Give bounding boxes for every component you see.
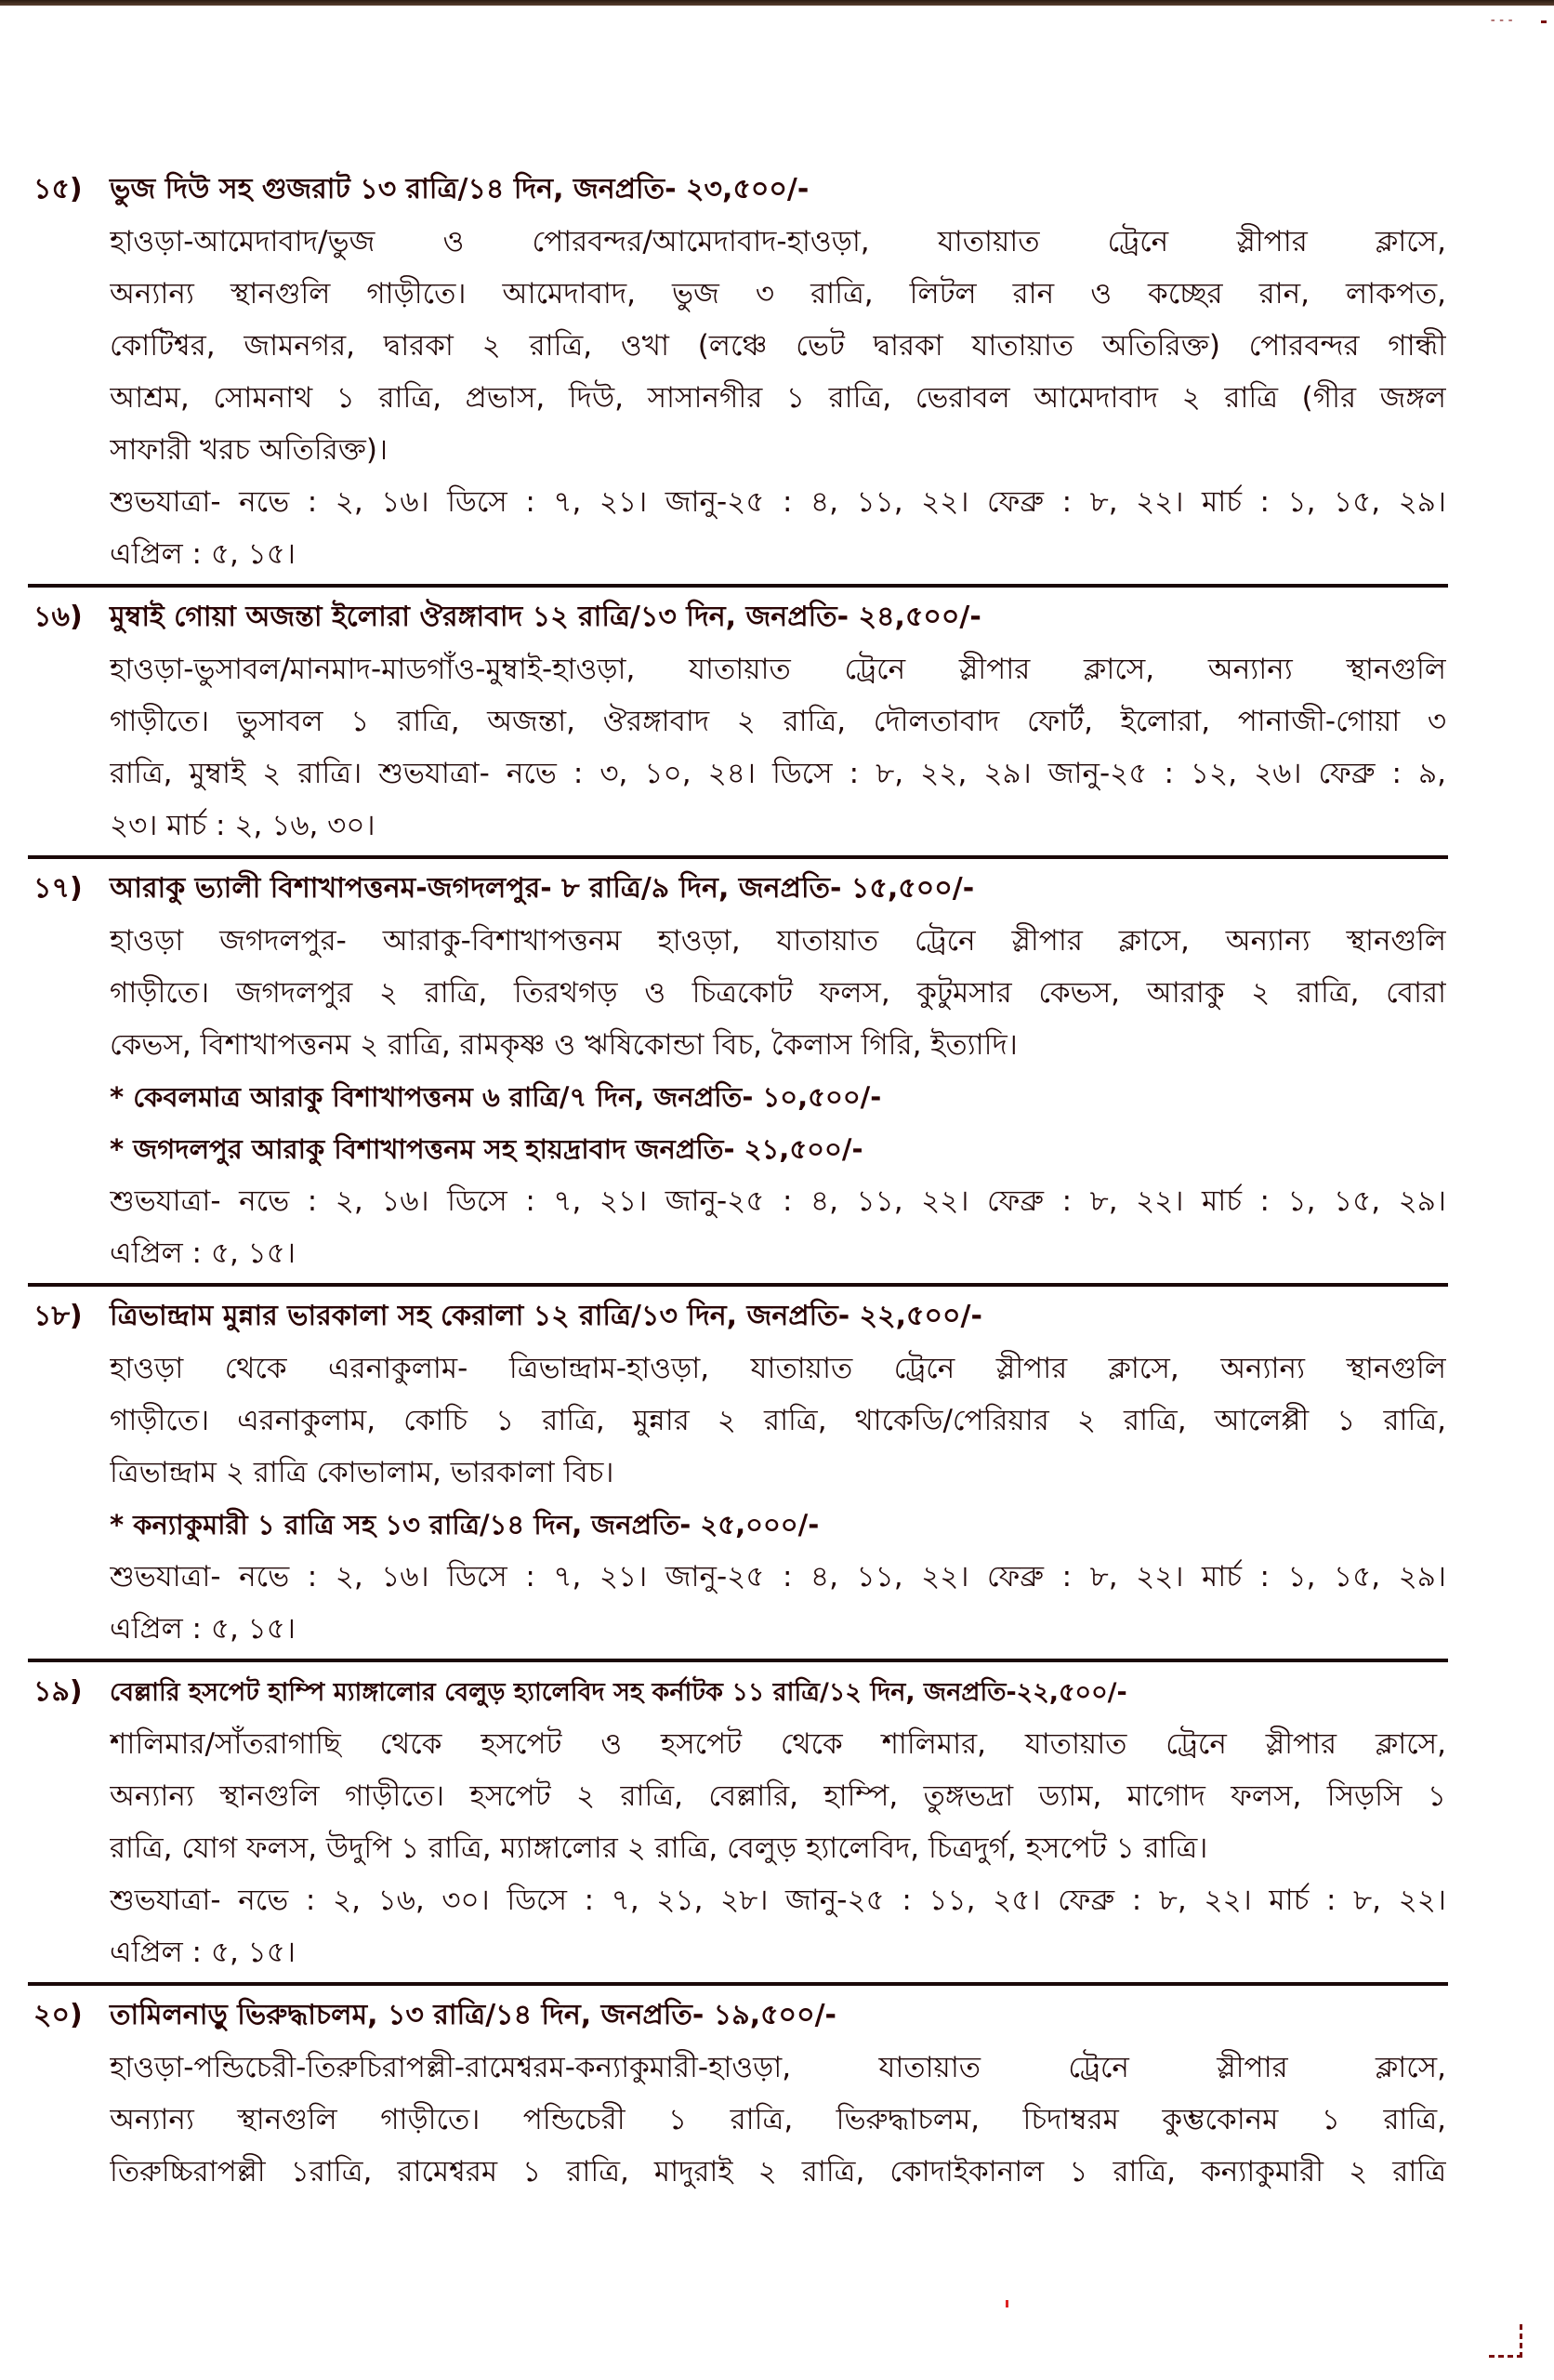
corner-mark-text: --- <box>1489 13 1516 28</box>
description-line: হাওড়া-পন্ডিচেরী-তিরুচিরাপল্লী-রামেশ্বরম-কন্যাকুমারী-হাওড়া, যাতায়াত ট্রেনে স্লীপার ক্লাসে, <box>110 2051 1446 2084</box>
tour-heading <box>33 1666 1446 1718</box>
scan-top-edge <box>0 0 1554 6</box>
tour-number: ১৮) <box>33 1300 83 1332</box>
tour-heading <box>33 164 1446 216</box>
tour-section-16 <box>33 591 1446 852</box>
departure-dates-cont: এপ্রিল : ৫, ১৫। <box>110 1236 296 1270</box>
package-option: * কেবলমাত্র আরাকু বিশাখাপত্তনম ৬ রাত্রি/৭ দিন, জনপ্রতি- ১০,৫০০/- <box>110 1081 882 1113</box>
section-divider <box>28 584 1448 588</box>
tour-heading <box>33 863 1446 915</box>
description-line: অন্যান্য স্থানগুলি গাড়ীতে। পন্ডিচেরী ১ রাত্রি, ভিরুদ্ধাচলম, চিদাম্বরম কুম্ভকোনম ১ রাত্রি, <box>110 2103 1446 2136</box>
tour-description <box>33 1342 1446 1655</box>
description-line: কোটিশ্বর, জামনগর, দ্বারকা ২ রাত্রি, ওখা (লঞ্চে ভেট দ্বারকা যাতায়াত অতিরিক্ত) পোরবন্দর গান্ধী <box>110 329 1446 363</box>
departure-dates: শুভযাত্রা- নভে : ২, ১৬। ডিসে : ৭, ২১। জানু-২৫ : ৪, ১১, ২২। ফেব্রু : ৮, ২২। মার্চ : ১, ১৫, ২৯। <box>110 1560 1446 1593</box>
description-line: তিরুচ্চিরাপল্লী ১রাত্রি, রামেশ্বরম ১ রাত্রি, মাদুরাই ২ রাত্রি, কোদাইকানাল ১ রাত্রি, কন্যাকুমারী ২ রাত্রি <box>110 2155 1446 2188</box>
tour-title: মুম্বাই গোয়া অজন্তা ইলোরা ঔরঙ্গাবাদ ১২ রাত্রি/১৩ দিন, জনপ্রতি- ২৪,৫০০/- <box>110 601 981 633</box>
tour-section-18 <box>33 1290 1446 1655</box>
tour-number: ১৯) <box>33 1675 83 1708</box>
tour-list <box>33 164 1446 2198</box>
tour-title: বেল্লারি হসপেট হাম্পি ম্যাঙ্গালোর বেলুড় হ্যালেবিদ সহ কর্নাটক ১১ রাত্রি/১২ দিন, জনপ্রতি-২২,৫০০/- <box>110 1678 1127 1707</box>
package-option: * কন্যাকুমারী ১ রাত্রি সহ ১৩ রাত্রি/১৪ দিন, জনপ্রতি- ২৫,০০০/- <box>110 1509 820 1540</box>
section-divider <box>28 855 1448 859</box>
departure-dates-cont: এপ্রিল : ৫, ১৫। <box>110 537 296 571</box>
departure-dates: শুভযাত্রা- নভে : ২, ১৬। ডিসে : ৭, ২১। জানু-২৫ : ৪, ১১, ২২। ফেব্রু : ৮, ২২। মার্চ : ১, ১৫, ২৯। <box>110 485 1446 519</box>
tour-number: ১৭) <box>33 872 83 905</box>
description-line: গাড়ীতে। ভুসাবল ১ রাত্রি, অজন্তা, ঔরঙ্গাবাদ ২ রাত্রি, দৌলতাবাদ ফোর্ট, ইলোরা, পানাজী-গোয়া ৩ <box>110 705 1446 738</box>
description-line: সাফারী খরচ অতিরিক্ত)। <box>110 433 388 467</box>
description-line: ২৩। মার্চ : ২, ১৬, ৩০। <box>110 809 375 842</box>
tour-section-19 <box>33 1666 1446 1978</box>
tour-heading <box>33 591 1446 643</box>
description-line: হাওড়া-আমেদাবাদ/ভুজ ও পোরবন্দর/আমেদাবাদ-হাওড়া, যাতায়াত ট্রেনে স্লীপার ক্লাসে, <box>110 225 1446 258</box>
tour-title: ত্রিভান্দ্রাম মুন্নার ভারকালা সহ কেরালা ১২ রাত্রি/১৩ দিন, জনপ্রতি- ২২,৫০০/- <box>110 1300 982 1332</box>
departure-dates: শুভযাত্রা- নভে : ২, ১৬। ডিসে : ৭, ২১। জানু-২৫ : ৪, ১১, ২২। ফেব্রু : ৮, ২২। মার্চ : ১, ১৫, ২৯। <box>110 1184 1446 1218</box>
corner-crop-mark-top <box>1489 13 1515 28</box>
tour-description <box>33 915 1446 1279</box>
departure-dates-cont: এপ্রিল : ৫, ১৫। <box>110 1936 296 1969</box>
departure-dates: শুভযাত্রা- নভে : ২, ১৬, ৩০। ডিসে : ৭, ২১, ২৮। জানু-২৫ : ১১, ২৫। ফেব্রু : ৮, ২২। মার্চ : ৮, ২২। <box>110 1884 1446 1917</box>
description-line: হাওড়া থেকে এরনাকুলাম- ত্রিভান্দ্রাম-হাওড়া, যাতায়াত ট্রেনে স্লীপার ক্লাসে, অন্যান্য স্থানগুলি <box>110 1352 1446 1385</box>
tour-section-20 <box>33 1990 1446 2198</box>
description-line: গাড়ীতে। এরনাকুলাম, কোচি ১ রাত্রি, মুন্নার ২ রাত্রি, থাকেডি/পেরিয়ার ২ রাত্রি, আলেপ্পী ১ রাত্রি, <box>110 1404 1446 1437</box>
tour-number: ১৫) <box>33 173 83 205</box>
description-line: হাওড়া জগদলপুর- আরাকু-বিশাখাপত্তনম হাওড়া, যাতায়াত ট্রেনে স্লীপার ক্লাসে, অন্যান্য স্থানগুলি <box>110 924 1446 958</box>
section-divider <box>28 1659 1448 1662</box>
tour-description <box>33 216 1446 580</box>
tour-number: ২০) <box>33 1999 83 2031</box>
tour-title: তামিলনাড়ু ভিরুদ্ধাচলম, ১৩ রাত্রি/১৪ দিন, জনপ্রতি- ১৯,৫০০/- <box>110 1999 836 2031</box>
description-line: ত্রিভান্দ্রাম ২ রাত্রি কোভালাম, ভারকালা বিচ। <box>110 1456 614 1489</box>
description-line: হাওড়া-ভুসাবল/মানমাদ-মাডগাঁও-মুম্বাই-হাওড়া, যাতায়াত ট্রেনে স্লীপার ক্লাসে, অন্যান্য স্থানগুলি <box>110 653 1446 686</box>
description-line: অন্যান্য স্থানগুলি গাড়ীতে। হসপেট ২ রাত্রি, বেল্লারি, হাম্পি, তুঙ্গভদ্রা ড্যাম, মাগোদ ফলস, সিড়সি ১ <box>110 1779 1446 1813</box>
tour-title: ভুজ দিউ সহ গুজরাট ১৩ রাত্রি/১৪ দিন, জনপ্রতি- ২৩,৫০০/- <box>110 173 810 205</box>
tour-description <box>33 643 1446 852</box>
description-line: আশ্রম, সোমনাথ ১ রাত্রি, প্রভাস, দিউ, সাসানগীর ১ রাত্রি, ভেরাবল আমেদাবাদ ২ রাত্রি (গীর জঙ্গল <box>110 381 1446 415</box>
package-option: * জগদলপুর আরাকু বিশাখাপত্তনম সহ হায়দ্রাবাদ জনপ্রতি- ২১,৫০০/- <box>110 1133 863 1165</box>
description-line: শালিমার/সাঁতরাগাছি থেকে হসপেট ও হসপেট থেকে শালিমার, যাতায়াত ট্রেনে স্লীপার ক্লাসে, <box>110 1727 1446 1761</box>
tour-section-15 <box>33 164 1446 580</box>
description-line: রাত্রি, যোগ ফলস, উদুপি ১ রাত্রি, ম্যাঙ্গালোর ২ রাত্রি, বেলুড় হ্যালেবিদ, চিত্রদুর্গ, হসপেট ১ রাত্রি। <box>110 1831 1208 1865</box>
tour-section-17 <box>33 863 1446 1279</box>
corner-crop-mark-bottom <box>1489 2324 1522 2358</box>
description-line: গাড়ীতে। জগদলপুর ২ রাত্রি, তিরথগড় ও চিত্রকোট ফলস, কুটুমসার কেভস, আরাকু ২ রাত্রি, বোরা <box>110 976 1446 1010</box>
description-line: কেভস, বিশাখাপত্তনম ২ রাত্রি, রামকৃষ্ণ ও ঋষিকোন্ডা বিচ, কৈলাস গিরি, ইত্যাদি। <box>110 1028 1018 1062</box>
description-line: রাত্রি, মুম্বাই ২ রাত্রি। শুভযাত্রা- নভে : ৩, ১০, ২৪। ডিসে : ৮, ২২, ২৯। জানু-২৫ : ১২, ২৬। ফেব্রু : ৯, <box>110 757 1446 790</box>
description-line: অন্যান্য স্থানগুলি গাড়ীতে। আমেদাবাদ, ভুজ ৩ রাত্রি, লিটল রান ও কচ্ছের রান, লাকপত, <box>110 277 1446 311</box>
tour-heading <box>33 1290 1446 1342</box>
section-divider <box>28 1982 1448 1986</box>
tour-title: আরাকু ভ্যালী বিশাখাপত্তনম-জগদলপুর- ৮ রাত্রি/৯ দিন, জনপ্রতি- ১৫,৫০০/- <box>110 872 975 905</box>
corner-mark-dot <box>1541 20 1547 23</box>
tour-description <box>33 1718 1446 1978</box>
tour-number: ১৬) <box>33 601 83 633</box>
tour-description <box>33 2042 1446 2198</box>
ink-speck <box>1006 2300 1008 2307</box>
departure-dates-cont: এপ্রিল : ৫, ১৫। <box>110 1612 296 1646</box>
section-divider <box>28 1283 1448 1287</box>
tour-heading <box>33 1990 1446 2042</box>
